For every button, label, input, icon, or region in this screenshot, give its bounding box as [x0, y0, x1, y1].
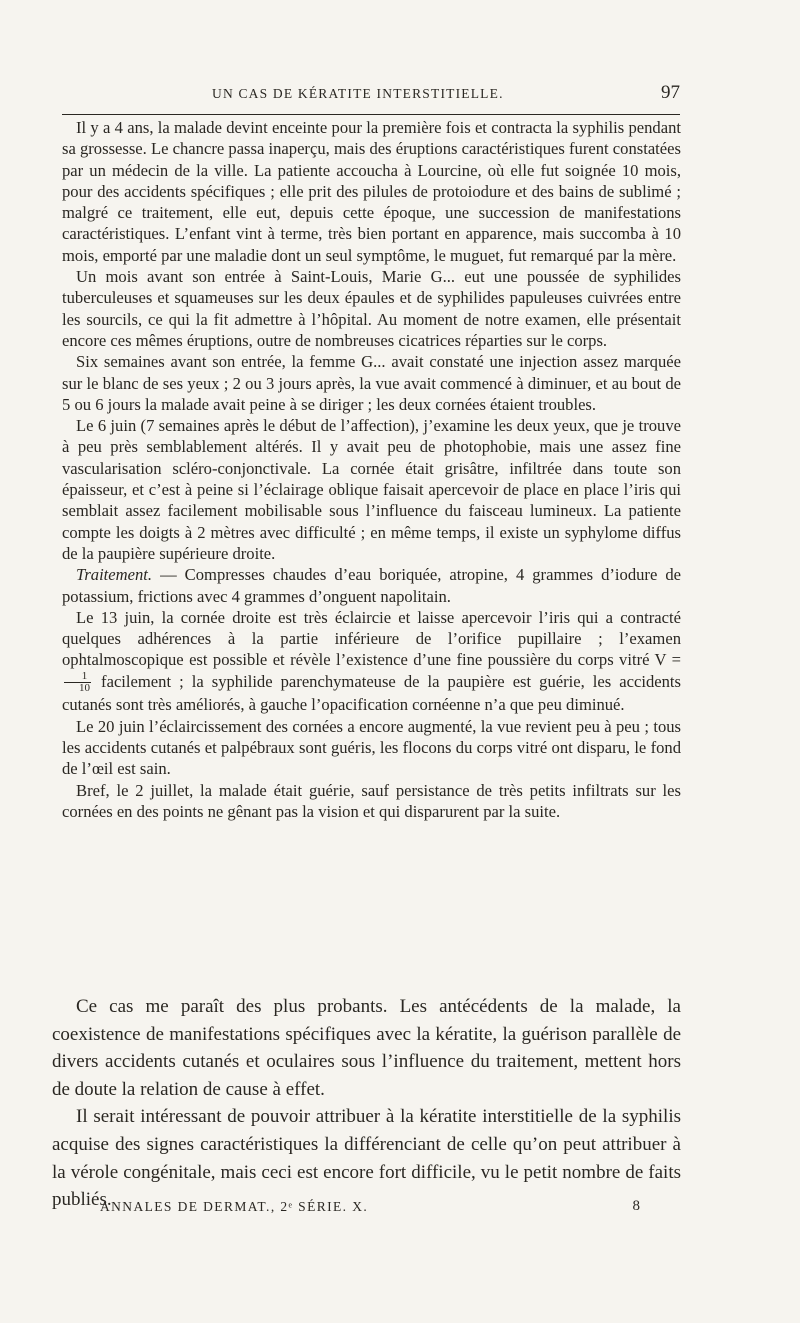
treatment-label: Traitement.	[76, 565, 153, 585]
paragraph-july-2: Bref, le 2 juillet, la malade était guérie, sauf persistance de très petits infiltrats sur les cornées en des points ne gênant pas la vision et qui disparurent par la suite.	[62, 780, 681, 821]
paragraph-june-20: Le 20 juin l’éclaircissement des cornées a encore augmenté, la vue revient peu à peu ; tous les accidents cutanés et palpébraux sont guéris, les flocons du corps vitré ont disparu, le fond de l’œil est sain.	[62, 716, 681, 779]
paragraph-treatment	[62, 564, 681, 607]
treatment-text: — Compresses chaudes d’eau boriquée, atropine, 4 grammes d’iodure de potassium, frictions avec 4 grammes d’onguent napolitain.	[62, 565, 681, 606]
page-number: 97	[661, 82, 680, 103]
paragraph-onset: Six semaines avant son entrée, la femme G... avait constaté une injection assez marquée sur le blanc de ses yeux ; 2 ou 3 jours après, la vue avait commencé à diminuer, et au bout de 5 ou 6 jours la malade avait peine à se diriger ; les deux cornées étaient troubles.	[62, 352, 681, 414]
gathering-signature: 8	[632, 1198, 640, 1214]
page-header	[62, 84, 682, 110]
june13-before: Le 13 juin, la cornée droite est très éclaircie et laisse apercevoir l’iris qui a contracté quelques adhérences à la partie inférieure de l’orifice pupillaire ; l’examen ophtalmoscopique est possible et révèle l’existence d’une fine poussière du corps vitré V =	[62, 607, 681, 670]
paragraph-eruption: Un mois avant son entrée à Saint-Louis, Marie G... eut une poussée de syphilides tuberculeuses et squameuses sur les deux épaules et de syphilides papuleuses cuivrées entre les sourcils, ce qui la fit admettre à l’hôpital. Au moment de notre examen, elle présentait encore ces mêmes éruptions, outre de nombreuses cicatrices réparties sur le corps.	[62, 267, 681, 350]
running-title: UN CAS DE KÉRATITE INTERSTITIELLE.	[212, 86, 504, 101]
journal-signature-line: ANNALES DE DERMAT., 2ᵉ SÉRIE. X.	[100, 1199, 369, 1214]
fraction-numerator: 1	[64, 671, 91, 683]
paragraph-examination: Le 6 juin (7 semaines après le début de l’affection), j’examine les deux yeux, que je trouve à peu près semblablement altérés. Il y avait peu de photophobie, mais une assez fine vascularisation scléro-conjonctivale. La cornée était grisâtre, infiltrée dans toute son épaisseur, et c’est à peine si l’éclairage oblique faisait apercevoir de place en place l’iris qui semblait assez facilement mobilisable sous l’influence du faisceau lumineux. La patiente compte les doigts à 2 mètres avec difficulté ; en même temps, il existe un syphylome diffus de la paupière supérieure droite.	[62, 416, 681, 563]
paragraph-conclusion-1: Ce cas me paraît des plus probants. Les antécédents de la malade, la coexistence de manifestations spécifiques avec la kératite, la guérison parallèle de divers accidents cutanés et oculaires sous l’influence du traitement, mettent hors de doute la relation de cause à effet.	[52, 996, 681, 1100]
visual-acuity-fraction	[64, 671, 91, 694]
paragraph-history: Il y a 4 ans, la malade devint enceinte pour la première fois et contracta la syphilis pendant sa grossesse. Le chancre passa inaperçu, mais des éruptions caractéristiques furent constatées par un médecin de la ville. La patiente accoucha à Lourcine, où elle fut soignée 10 mois, pour des accidents spécifiques ; elle prit des pilules de protoiodure et des bains de sublimé ; malgré ce traitement, elle eut, depuis cette époque, une succession de manifestations caractéristiques. L’enfant vint à terme, très bien portant en apparence, mais succomba à 10 mois, emporté par une maladie dont un seul symptôme, le muguet, fut remarqué par la mère.	[62, 118, 681, 265]
conclusion-text	[52, 993, 681, 1214]
paragraph-june-13	[62, 607, 681, 716]
paragraph-conclusion-2: Il serait intéressant de pouvoir attribuer à la kératite interstitielle de la syphilis acquise des signes caractéristiques la différenciant de celle qu’on peut attribuer à la vérole congénitale, mais ceci est encore fort difficile, vu le petit nombre de faits publiés.	[52, 1106, 681, 1211]
header-rule	[62, 114, 680, 115]
fraction-denominator: 10	[79, 682, 90, 695]
case-report-text	[62, 117, 681, 822]
page-footer	[100, 1199, 640, 1223]
june13-after: facilement ; la syphilide parenchymateuse de la paupière est guérie, les accidents cutanés sont très améliorés, à gauche l’opacification cornéenne n’a que peu diminué.	[62, 671, 681, 715]
